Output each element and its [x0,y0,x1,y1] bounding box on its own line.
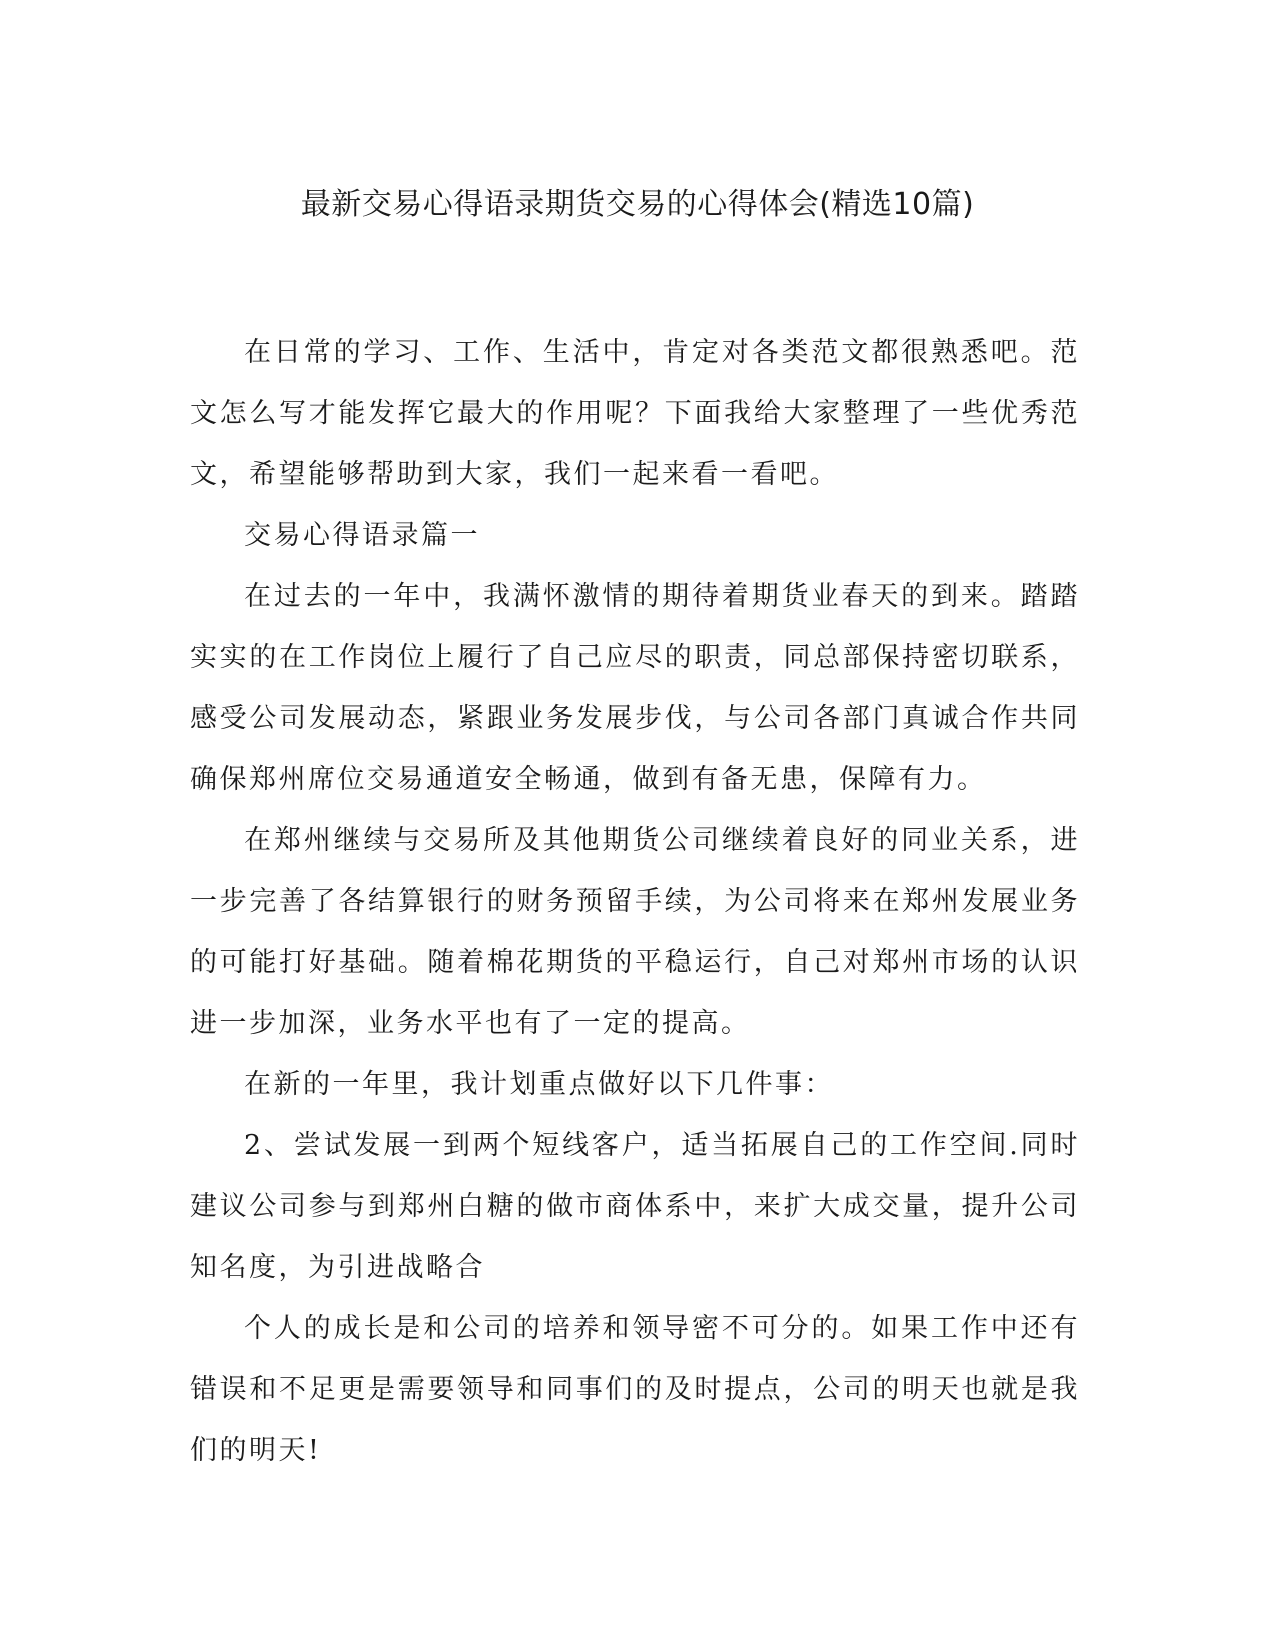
body-paragraph: 在郑州继续与交易所及其他期货公司继续着良好的同业关系，进一步完善了各结算银行的财务预留手续，为公司将来在郑州发展业务的可能打好基础。随着棉花期货的平稳运行，自己对郑州市场的认识进一步加深，业务水平也有了一定的提高。 [190,825,1080,1039]
section-heading: 交易心得语录篇一 [244,520,480,551]
body-paragraph: 在过去的一年中，我满怀激情的期待着期货业春天的到来。踏踏实实的在工作岗位上履行了自己应尽的职责，同总部保持密切联系，感受公司发展动态，紧跟业务发展步伐，与公司各部门真诚合作共同确保郑州席位交易通道安全畅通，做到有备无患，保障有力。 [190,581,1080,795]
intro-paragraph: 在日常的学习、工作、生活中，肯定对各类范文都很熟悉吧。范文怎么写才能发挥它最大的作用呢？下面我给大家整理了一些优秀范文，希望能够帮助到大家，我们一起来看一看吧。 [190,337,1080,490]
closing-paragraph: 个人的成长是和公司的培养和领导密不可分的。如果工作中还有错误和不足更是需要领导和同事们的及时提点，公司的明天也就是我们的明天! [190,1313,1080,1466]
plan-item-paragraph: 2、尝试发展一到两个短线客户，适当拓展自己的工作空间.同时建议公司参与到郑州白糖的做市商体系中，来扩大成交量，提升公司知名度，为引进战略合 [190,1130,1080,1283]
document-title: 最新交易心得语录期货交易的心得体会(精选10篇) [300,187,975,222]
document-body [190,322,1080,1481]
plan-intro-paragraph: 在新的一年里，我计划重点做好以下几件事： [244,1069,834,1100]
